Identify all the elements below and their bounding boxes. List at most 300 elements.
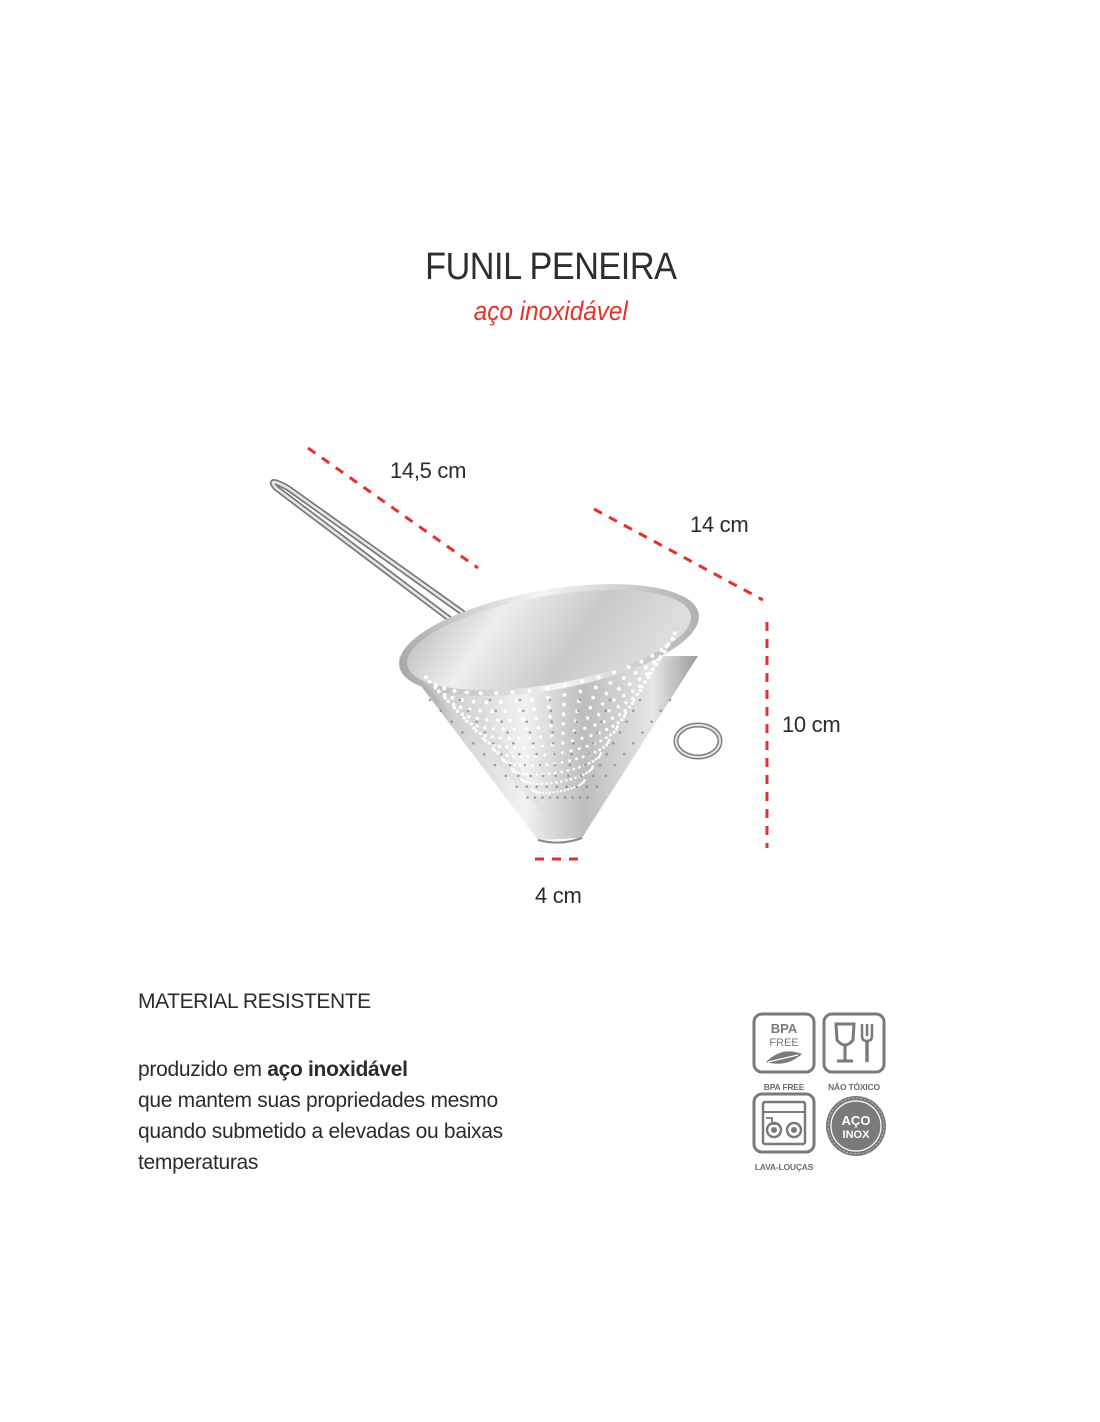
perforation-hole: [615, 728, 618, 731]
outer-perforation-hole: [484, 731, 487, 734]
product-subtitle: aço inoxidável: [473, 296, 628, 326]
outer-perforation-hole: [567, 775, 570, 778]
strainer-handle: [273, 482, 470, 623]
perforation-hole: [539, 791, 541, 793]
outer-perforation-hole: [483, 753, 486, 756]
outer-perforation-hole: [492, 742, 495, 745]
outer-perforation-hole: [495, 710, 498, 713]
perforation-hole: [428, 680, 432, 684]
outer-perforation-hole: [440, 710, 443, 713]
perforation-hole: [583, 727, 586, 730]
outer-perforation-hole: [571, 796, 574, 799]
outer-perforation-hole: [489, 699, 492, 702]
perforation-hole: [591, 696, 595, 700]
outer-perforation-hole: [605, 775, 608, 778]
perforation-hole: [532, 782, 535, 785]
badge-bpa-caption: BPA FREE: [763, 1082, 805, 1092]
strainer-cone: [391, 564, 708, 842]
perforation-hole: [631, 689, 635, 693]
perforation-hole: [505, 746, 508, 749]
perforation-hole: [542, 792, 544, 794]
perforation-hole: [637, 677, 641, 681]
outer-perforation-hole: [574, 731, 577, 734]
perforation-hole: [506, 754, 509, 757]
perforation-hole: [605, 728, 608, 731]
perforation-hole: [484, 734, 487, 737]
perforation-hole: [503, 709, 507, 713]
outer-perforation-hole: [461, 731, 464, 734]
perforation-hole: [595, 758, 598, 761]
perforation-hole: [671, 637, 675, 641]
perforation-hole: [526, 755, 529, 758]
dishwasher-icon: [752, 1092, 816, 1154]
outer-perforation-hole: [592, 775, 595, 778]
perforation-hole: [498, 745, 501, 748]
perforation-hole: [482, 737, 485, 740]
perforation-hole: [599, 739, 602, 742]
outer-perforation-hole: [459, 699, 462, 702]
perforation-hole: [638, 685, 642, 689]
strainer-ring: [676, 725, 720, 757]
perforation-hole: [651, 668, 655, 672]
height-label: 10 cm: [782, 712, 841, 737]
perforation-hole: [645, 672, 649, 676]
outer-perforation-hole: [579, 796, 582, 799]
perforation-hole: [574, 777, 577, 780]
perforation-hole: [519, 764, 522, 767]
outer-perforation-hole: [475, 720, 478, 723]
outer-perforation-hole: [472, 742, 475, 745]
outer-perforation-hole: [518, 753, 521, 756]
outer-perforation-hole: [605, 753, 608, 756]
perforation-hole: [572, 768, 575, 771]
outer-perforation-hole: [579, 699, 582, 702]
perforation-hole: [659, 648, 663, 652]
perforation-hole: [513, 728, 516, 731]
perforation-hole: [494, 691, 498, 695]
perforation-hole: [570, 778, 573, 781]
perforation-hole: [620, 718, 623, 721]
outer-perforation-hole: [596, 731, 599, 734]
perforation-hole: [568, 759, 571, 762]
badge-non-toxic: [822, 1012, 886, 1092]
inox-line2: INOX: [842, 1129, 870, 1141]
product-title: FUNIL PENEIRA: [425, 246, 677, 288]
outer-perforation-hole: [584, 764, 587, 767]
perforation-hole: [513, 746, 516, 749]
perforation-hole: [611, 725, 614, 728]
outer-perforation-hole: [509, 764, 512, 767]
perforation-hole: [634, 671, 638, 675]
perforation-hole: [522, 746, 525, 749]
description-line-3: quando submetido a elevadas ou baixas: [138, 1120, 503, 1143]
outer-perforation-hole: [585, 785, 588, 788]
perforation-hole: [643, 680, 647, 684]
outer-perforation-hole: [555, 785, 558, 788]
perforation-hole: [628, 682, 632, 686]
perforation-hole: [617, 687, 621, 691]
perforation-hole: [580, 737, 583, 740]
perforation-hole: [475, 729, 478, 732]
perforation-hole: [541, 745, 544, 748]
outer-perforation-hole: [500, 753, 503, 756]
perforation-hole: [498, 736, 501, 739]
perforation-hole: [566, 769, 569, 772]
perforation-hole: [529, 782, 532, 785]
outer-perforation-hole: [553, 753, 556, 756]
perforation-hole: [652, 660, 656, 664]
perforation-hole: [588, 770, 591, 773]
perforation-hole: [602, 746, 605, 749]
perforation-hole: [582, 755, 585, 758]
perforation-hole: [659, 655, 663, 659]
perforation-hole: [578, 747, 581, 750]
perforation-hole: [612, 698, 616, 702]
outer-perforation-hole: [550, 710, 553, 713]
outer-perforation-hole: [535, 785, 538, 788]
perforation-hole: [605, 736, 608, 739]
outer-perforation-hole: [549, 699, 552, 702]
perforation-hole: [460, 712, 464, 716]
perforation-hole: [636, 693, 639, 696]
outer-perforation-hole: [526, 796, 529, 799]
perforation-hole: [496, 751, 499, 754]
perforation-hole: [532, 707, 536, 711]
outer-perforation-hole: [565, 785, 568, 788]
perforation-hole: [561, 741, 564, 744]
perforation-hole: [563, 789, 565, 791]
outer-perforation-hole: [467, 710, 470, 713]
section-heading: MATERIAL RESISTENTE: [138, 990, 371, 1013]
outer-perforation-hole: [517, 775, 520, 778]
perforation-hole: [601, 702, 605, 706]
perforation-hole: [605, 692, 609, 696]
badge-stainless-steel: [824, 1094, 888, 1163]
perforation-hole: [597, 756, 600, 759]
outer-perforation-hole: [519, 699, 522, 702]
perforation-hole: [512, 755, 515, 758]
perforation-hole: [648, 671, 652, 675]
perforation-hole: [453, 706, 457, 710]
glass-fork-icon: [822, 1012, 886, 1074]
outer-perforation-hole: [650, 720, 653, 723]
outer-perforation-hole: [429, 699, 432, 702]
perforation-hole: [505, 761, 508, 764]
perforation-hole: [593, 751, 596, 754]
perforation-hole: [597, 713, 600, 716]
perforation-hole: [549, 791, 551, 793]
perforation-hole: [552, 791, 554, 793]
perforation-hole: [521, 718, 525, 722]
stainless-steel-seal-icon: [824, 1094, 888, 1158]
outer-perforation-hole: [592, 742, 595, 745]
perforation-hole: [543, 754, 546, 757]
perforation-hole: [609, 733, 612, 736]
perforation-hole: [548, 772, 551, 775]
perforation-hole: [537, 726, 540, 729]
outer-perforation-hole: [525, 720, 528, 723]
perforation-hole: [611, 717, 614, 720]
perforation-hole: [556, 791, 558, 793]
perforation-hole: [554, 772, 557, 775]
perforation-hole: [487, 741, 490, 744]
outer-perforation-hole: [529, 731, 532, 734]
perforation-hole: [579, 784, 581, 786]
perforation-hole: [578, 766, 581, 769]
perforation-hole: [562, 712, 566, 716]
perforation-hole: [623, 715, 626, 718]
perforation-hole: [597, 675, 601, 679]
perforation-hole: [613, 731, 616, 734]
perforation-hole: [508, 719, 512, 723]
perforation-hole: [580, 679, 584, 683]
perforation-hole: [546, 763, 549, 766]
perforation-hole: [478, 732, 481, 735]
perforation-hole: [517, 737, 520, 740]
outer-perforation-hole: [605, 710, 608, 713]
outer-perforation-hole: [564, 796, 567, 799]
perforation-hole: [462, 716, 465, 719]
perforation-hole: [647, 676, 651, 680]
perforation-hole: [607, 709, 610, 712]
perforation-hole: [605, 743, 608, 746]
outer-perforation-hole: [506, 731, 509, 734]
perforation-hole: [631, 702, 634, 705]
perforation-hole: [666, 642, 670, 646]
perforation-hole: [540, 783, 543, 786]
perforation-hole: [589, 734, 592, 737]
perforation-hole: [475, 724, 478, 727]
perforation-hole: [586, 716, 589, 719]
outer-perforation-hole: [552, 742, 555, 745]
outer-perforation-hole: [575, 720, 578, 723]
perforation-hole: [608, 681, 612, 685]
outer-perforation-hole: [542, 775, 545, 778]
perforation-hole: [528, 689, 532, 693]
outer-perforation-hole: [450, 720, 453, 723]
perforation-hole: [628, 705, 631, 708]
outer-perforation-hole: [522, 710, 525, 713]
outer-perforation-hole: [660, 710, 663, 713]
outer-perforation-hole: [505, 775, 508, 778]
perforation-hole: [631, 697, 634, 700]
perforation-hole: [496, 719, 500, 723]
outer-perforation-hole: [577, 710, 580, 713]
outer-perforation-hole: [555, 775, 558, 778]
perforation-hole: [560, 780, 563, 783]
outer-perforation-hole: [609, 699, 612, 702]
badge-non-toxic-caption: NÃO TÓXICO: [828, 1082, 880, 1092]
rim-diameter-label: 14 cm: [690, 512, 749, 537]
outer-perforation-hole: [575, 785, 578, 788]
perforation-hole: [549, 724, 552, 727]
perforation-hole: [607, 741, 610, 744]
perforation-hole: [531, 746, 534, 749]
tip-diameter-label: 4 cm: [535, 883, 582, 908]
outer-perforation-hole: [632, 742, 635, 745]
outer-perforation-hole: [612, 742, 615, 745]
outer-perforation-hole: [625, 720, 628, 723]
perforation-hole: [561, 751, 564, 754]
outer-perforation-hole: [545, 785, 548, 788]
perforation-hole: [520, 778, 523, 781]
perforation-hole: [485, 718, 489, 722]
perforation-hole: [465, 690, 469, 694]
perforation-hole: [562, 722, 565, 725]
perforation-hole: [484, 700, 488, 704]
bpa-free-icon: [752, 1012, 816, 1074]
perforation-hole: [517, 709, 521, 713]
perforation-hole: [517, 772, 520, 775]
outer-perforation-hole: [556, 796, 559, 799]
perforation-hole: [622, 694, 626, 698]
bpa-text: BPA: [770, 1021, 798, 1036]
perforation-hole: [612, 670, 616, 674]
perforation-hole: [598, 748, 601, 751]
perforation-hole: [443, 696, 447, 700]
outer-perforation-hole: [580, 775, 583, 778]
perforation-hole: [510, 690, 514, 694]
perforation-hole: [639, 689, 642, 692]
perforation-hole: [588, 762, 591, 765]
inox-line1: AÇO: [841, 1113, 871, 1128]
perforation-hole: [560, 771, 563, 774]
perforation-hole: [531, 764, 534, 767]
perforation-hole: [562, 703, 566, 707]
outer-perforation-hole: [614, 764, 617, 767]
outer-perforation-hole: [494, 764, 497, 767]
perforation-hole: [530, 698, 534, 702]
perforation-hole: [644, 666, 648, 670]
outer-perforation-hole: [541, 796, 544, 799]
perforation-hole: [561, 732, 564, 735]
perforation-hole: [594, 685, 598, 689]
perforation-hole: [550, 734, 553, 737]
outer-perforation-hole: [570, 753, 573, 756]
perforation-hole: [452, 703, 456, 707]
perforation-hole: [465, 719, 468, 722]
perforation-hole: [561, 761, 564, 764]
perforation-hole: [567, 788, 569, 790]
perforation-hole: [545, 686, 549, 690]
perforation-hole: [467, 715, 471, 719]
description-bold: aço inoxidável: [267, 1058, 408, 1081]
perforation-hole: [545, 782, 548, 785]
perforation-hole: [560, 790, 562, 792]
perforation-hole: [570, 787, 572, 789]
outer-perforation-hole: [500, 720, 503, 723]
perforation-hole: [548, 715, 552, 719]
perforation-hole: [499, 700, 503, 704]
perforation-hole: [624, 709, 627, 712]
perforation-hole: [524, 727, 527, 730]
perforation-hole: [569, 749, 572, 752]
perforation-hole: [575, 757, 578, 760]
perforation-hole: [673, 631, 677, 635]
perforation-hole: [563, 683, 567, 687]
perforation-hole: [513, 763, 516, 766]
perforation-hole: [618, 713, 621, 716]
perforation-hole: [616, 721, 619, 724]
perforation-hole: [491, 747, 494, 750]
perforation-hole: [472, 727, 475, 730]
perforation-hole: [550, 782, 553, 785]
perforation-hole: [585, 772, 588, 775]
perforation-hole: [530, 788, 532, 790]
perforation-hole: [578, 689, 582, 693]
description-prefix: produzido em: [138, 1058, 268, 1081]
perforation-hole: [479, 691, 483, 695]
outer-perforation-hole: [549, 796, 552, 799]
perforation-hole: [545, 792, 547, 794]
perforation-hole: [519, 755, 522, 758]
outer-perforation-hole: [588, 753, 591, 756]
perforation-hole: [547, 705, 551, 709]
perforation-hole: [442, 686, 446, 690]
perforation-hole: [536, 791, 538, 793]
perforation-hole: [446, 699, 450, 703]
perforation-hole: [592, 760, 595, 763]
outer-perforation-hole: [530, 775, 533, 778]
perforation-hole: [657, 658, 661, 662]
perforation-hole: [562, 693, 566, 697]
outer-perforation-hole: [512, 742, 515, 745]
perforation-hole: [472, 700, 476, 704]
perforation-hole: [586, 745, 589, 748]
outer-perforation-hole: [586, 796, 589, 799]
description-line-2: que mantem suas propriedades mesmo: [138, 1089, 498, 1112]
perforation-hole: [478, 709, 482, 713]
outer-perforation-hole: [619, 731, 622, 734]
outer-perforation-hole: [551, 731, 554, 734]
outer-perforation-hole: [532, 742, 535, 745]
perforation-hole: [433, 685, 437, 689]
perforation-hole: [492, 727, 495, 730]
description-line-4: temperaturas: [138, 1151, 259, 1174]
perforation-hole: [514, 700, 518, 704]
outer-perforation-hole: [535, 753, 538, 756]
outer-perforation-hole: [641, 731, 644, 734]
perforation-hole: [456, 709, 460, 713]
outer-perforation-hole: [539, 764, 542, 767]
description-line-1: [138, 1054, 618, 1085]
perforation-hole: [490, 709, 494, 713]
perforation-hole: [622, 676, 626, 680]
badge-bpa-free: [752, 1012, 816, 1092]
perforation-hole: [484, 739, 487, 742]
outer-perforation-hole: [669, 699, 672, 702]
handle-length-label: 14,5 cm: [390, 458, 467, 483]
outer-perforation-hole: [524, 764, 527, 767]
perforation-hole: [511, 768, 514, 771]
outer-perforation-hole: [639, 699, 642, 702]
outer-perforation-hole: [515, 785, 518, 788]
perforation-hole: [525, 773, 528, 776]
badge-dishwasher-caption: LAVA-LOUÇAS: [754, 1162, 814, 1172]
perforation-hole: [565, 779, 568, 782]
perforation-hole: [650, 654, 654, 658]
perforation-hole: [507, 737, 510, 740]
perforation-hole: [502, 728, 505, 731]
perforation-hole: [624, 701, 627, 704]
perforation-hole: [424, 675, 428, 679]
outer-perforation-hole: [534, 796, 537, 799]
perforation-hole: [475, 717, 479, 721]
perforation-hole: [536, 783, 539, 786]
outer-perforation-hole: [554, 764, 557, 767]
perforation-hole: [483, 726, 486, 729]
perforation-hole: [450, 696, 454, 700]
